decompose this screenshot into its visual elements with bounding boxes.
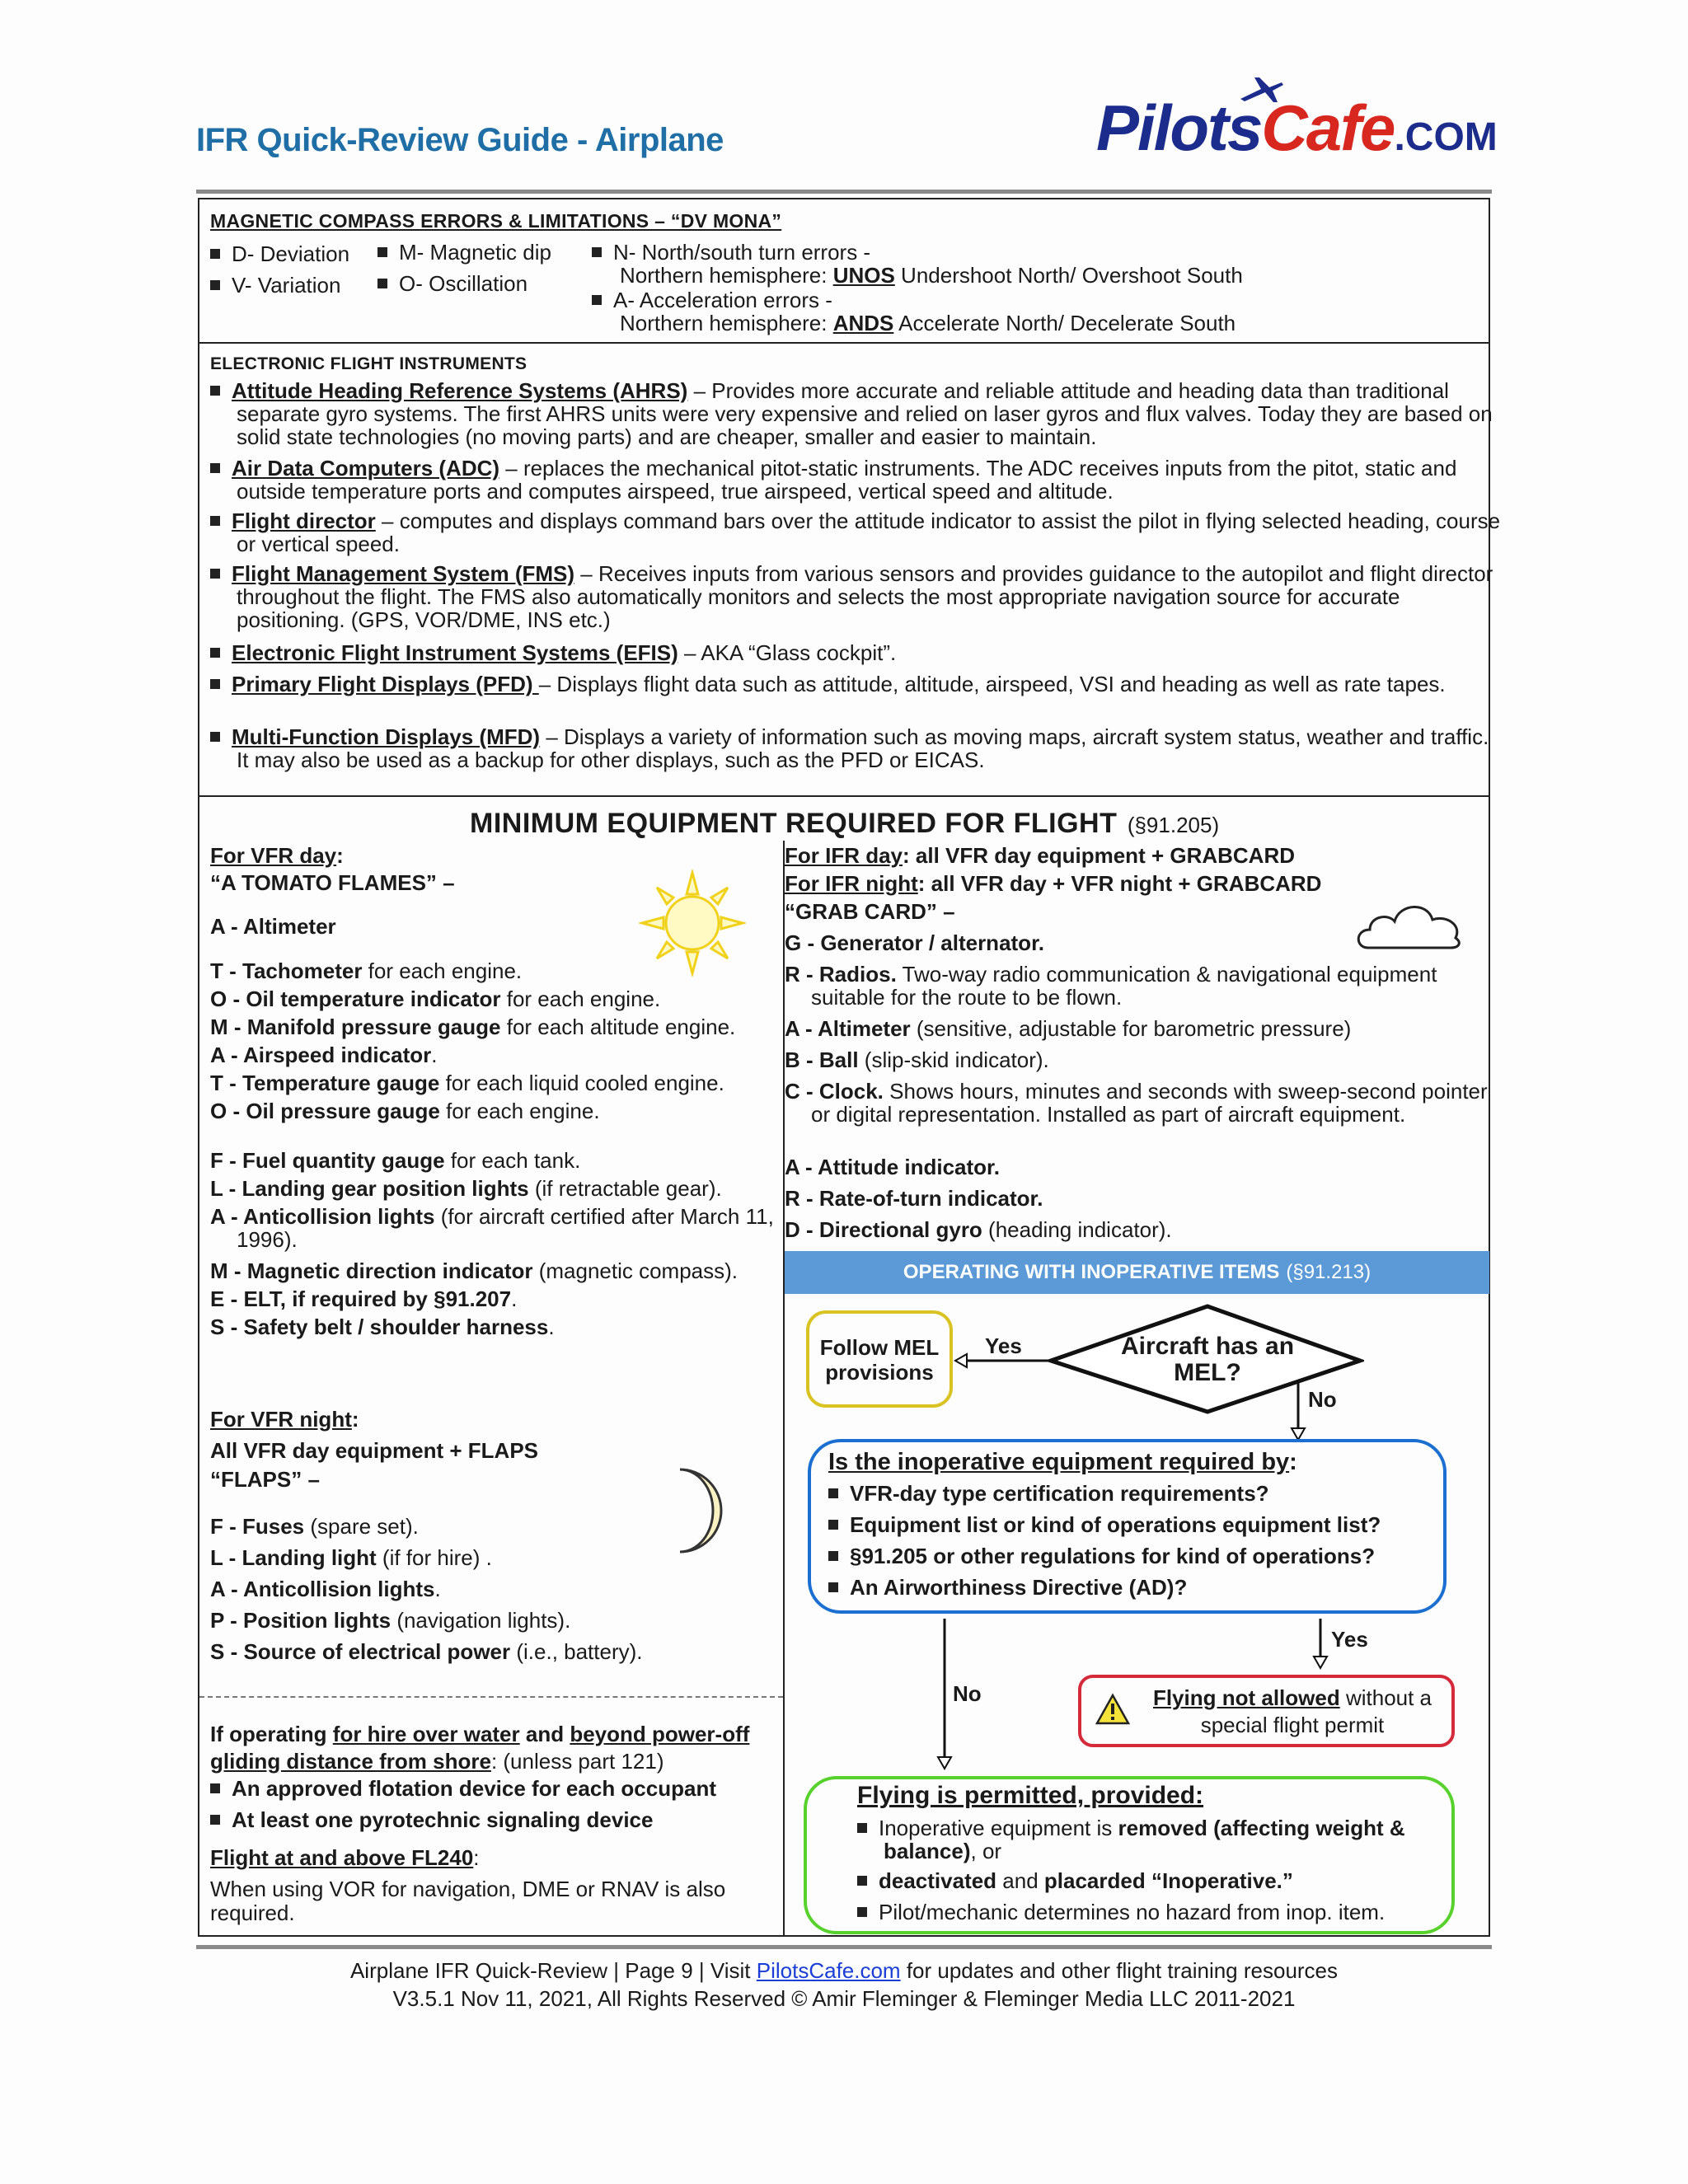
ifr-item-key: D - Directional gyro	[785, 1217, 982, 1242]
ifr-item-key: R - Rate-of-turn indicator.	[785, 1186, 1043, 1211]
sun-icon	[639, 869, 746, 977]
logo-com: .COM	[1394, 115, 1498, 159]
mel-title: MINIMUM EQUIPMENT REQUIRED FOR FLIGHT	[470, 808, 1118, 839]
vfr-day-item-text: for each engine.	[362, 958, 523, 983]
vfr-day-item-key: T - Tachometer	[210, 958, 363, 983]
bullet	[210, 648, 220, 658]
flaps-mnemonic: “FLAPS” –	[210, 1467, 320, 1492]
vfr-day-item	[210, 1043, 797, 1066]
vfr-day-item-text: (for aircraft certified after March 11, 1996).	[237, 1204, 774, 1252]
ifr-item	[785, 1218, 1503, 1241]
ifr-item	[785, 1017, 1503, 1040]
efi-term: Multi-Function Displays (MFD)	[232, 724, 541, 749]
ifr-item-key: A - Attitude indicator.	[785, 1155, 1000, 1179]
compass-a-detail: Northern hemisphere: ANDS Accelerate North/ Decelerate South	[620, 311, 1236, 335]
ifr-item-text: Two-way radio communication & navigational equipment suitable for the route to be flown.	[811, 962, 1437, 1010]
vfr-day-label: For VFR day:	[210, 843, 344, 868]
ifr-item-text: (heading indicator).	[982, 1217, 1172, 1242]
question-item: §91.205 or other regulations for kind of operations?	[828, 1544, 1375, 1568]
vfr-night-item-text: (navigation lights).	[391, 1608, 571, 1633]
vfr-day-item	[210, 1205, 797, 1251]
pilotscafe-logo[interactable]	[1096, 81, 1498, 180]
diamond-text: Aircraft has an MEL?	[1120, 1333, 1295, 1386]
vfr-night-item-text: .	[434, 1577, 441, 1601]
vfr-night-item-key: P - Position lights	[210, 1608, 392, 1633]
vfr-day-item-text: for each engine.	[439, 1099, 600, 1123]
footer-rule	[196, 1945, 1492, 1949]
efi-term: Air Data Computers (ADC)	[232, 456, 500, 480]
efi-item	[210, 641, 1506, 664]
yes-label: Yes	[1331, 1627, 1368, 1652]
vfr-day-item-key: M - Manifold pressure gauge	[210, 1015, 501, 1039]
question-item: Equipment list or kind of operations equipment list?	[828, 1513, 1381, 1537]
ifr-item-text: Shows hours, minutes and seconds with sweep-second pointer or digital representation. Installed as part of aircraft equipment.	[811, 1079, 1488, 1127]
ifr-item-key: C - Clock.	[785, 1079, 884, 1104]
vfr-night-item-key: F - Fuses	[210, 1514, 305, 1539]
vfr-day-item-key: L - Landing gear position lights	[210, 1176, 529, 1201]
ifr-item	[785, 1048, 1503, 1071]
bullet	[210, 569, 220, 579]
vfr-day-item-key: S - Safety belt / shoulder harness	[210, 1315, 549, 1339]
ifr-item-key: G - Generator / alternator.	[785, 930, 1044, 955]
efi-item	[210, 673, 1506, 696]
compass-n: N- North/south turn errors -	[592, 241, 870, 265]
vfr-day-item-text: .	[548, 1315, 555, 1339]
vfr-day-item-text: for each tank.	[444, 1148, 581, 1173]
vfr-day-item-text: for each engine.	[500, 987, 661, 1011]
efi-term: Flight director	[232, 509, 376, 533]
efi-desc: – Provides more accurate and reliable attitude and heading data than traditional separate gyro systems. The first AHRS units were very expensive and relied on laser gyros and flux valves. Today they are based on solid state technologies (no moving parts) and are cheaper, smaller and easier to maintain.	[237, 378, 1493, 449]
vfr-day-item-key: F - Fuel quantity gauge	[210, 1148, 445, 1173]
question-title: Is the inoperative equipment required by:	[828, 1449, 1297, 1475]
hire-item: At least one pyrotechnic signaling device	[210, 1808, 653, 1832]
efi-desc: – Receives inputs from various sensors and provides guidance to the autopilot and flight director throughout the flight. The FMS also automatically monitors and selects the most appropriate navigation source for accurate positioning. (GPS, VOR/DME, INS etc.)	[237, 561, 1493, 632]
mel-heading	[470, 808, 1294, 840]
hire-condition: If operating for hire over water and beyond power-off gliding distance from shore: (unless part 121)	[210, 1722, 750, 1774]
efi-desc: – Displays a variety of information such as moving maps, aircraft system status, weather and traffic. It may also be used as a backup for other displays, such as the PFD or EICAS.	[237, 724, 1489, 772]
hire-item: An approved flotation device for each occupant	[210, 1777, 716, 1801]
vfr-night-item-key: A - Anticollision lights	[210, 1577, 435, 1601]
efi-term: Attitude Heading Reference Systems (AHRS)	[232, 378, 688, 403]
efi-item	[210, 725, 1506, 771]
bullet	[210, 516, 220, 526]
ifr-item	[785, 1155, 1503, 1179]
divider	[198, 795, 1490, 797]
efi-desc: – AKA “Glass cockpit”.	[678, 640, 897, 665]
vfr-day-item	[210, 1177, 797, 1200]
permitted-item: Pilot/mechanic determines no hazard from inop. item.	[857, 1900, 1385, 1924]
vfr-day-item	[210, 1315, 797, 1338]
vfr-night-line: All VFR day equipment + FLAPS	[210, 1438, 538, 1463]
follow-mel-box: Follow MEL provisions	[806, 1310, 953, 1408]
pilotscafe-link[interactable]: PilotsCafe.com	[756, 1958, 901, 1983]
mel-ref: (§91.205)	[1127, 813, 1220, 837]
header-rule	[196, 190, 1492, 194]
vfr-day-item-key: M - Magnetic direction indicator	[210, 1258, 533, 1283]
bullet	[210, 386, 220, 396]
efi-desc: – computes and displays command bars over the attitude indicator to assist the pilot in flying selected heading, course or vertical speed.	[237, 509, 1501, 556]
vfr-day-item	[210, 1071, 797, 1094]
warning-icon	[1095, 1693, 1131, 1726]
vfr-night-item-key: S - Source of electrical power	[210, 1639, 511, 1664]
fl240-text: When using VOR for navigation, DME or RNAV is also required.	[210, 1877, 726, 1925]
vfr-day-item-text: (magnetic compass).	[532, 1258, 738, 1283]
page-title: IFR Quick-Review Guide - Airplane	[196, 122, 724, 158]
vfr-day-item	[210, 1287, 797, 1310]
not-allowed-text: Flying not allowed without a special flight permit	[1152, 1685, 1432, 1737]
vfr-day-item-key: E - ELT, if required by §91.207	[210, 1286, 512, 1311]
efi-term: Electronic Flight Instrument Systems (EFIS)	[232, 640, 678, 665]
vfr-day-item	[210, 1015, 797, 1038]
permitted-title: Flying is permitted, provided:	[857, 1782, 1204, 1809]
no-label: No	[1308, 1387, 1337, 1412]
ifr-night: For IFR night: all VFR day + VFR night + GRABCARD	[785, 871, 1322, 896]
compass-title: MAGNETIC COMPASS ERRORS & LIMITATIONS – “DV MONA”	[210, 210, 782, 232]
vfr-day-item-key: O - Oil pressure gauge	[210, 1099, 440, 1123]
vfr-day-item	[210, 1259, 797, 1282]
permitted-item: Inoperative equipment is removed (affecting weight & balance), or	[857, 1816, 1461, 1863]
inop-bar: OPERATING WITH INOPERATIVE ITEMS (§91.213)	[785, 1251, 1489, 1294]
ifr-item-text: (slip-skid indicator).	[858, 1047, 1049, 1072]
compass-v: V- Variation	[210, 274, 340, 298]
fl240-label: Flight at and above FL240:	[210, 1845, 480, 1870]
vfr-night-item	[210, 1640, 797, 1663]
permitted-item: deactivated and placarded “Inoperative.”	[857, 1869, 1293, 1893]
vfr-night-item-text: (spare set).	[304, 1514, 419, 1539]
vfr-day-item-key: A - Airspeed indicator	[210, 1043, 432, 1067]
question-item: VFR-day type certification requirements?	[828, 1482, 1269, 1506]
bullet	[210, 732, 220, 742]
compass-m: M- Magnetic dip	[377, 241, 551, 265]
vfr-day-item-text: for each liquid cooled engine.	[439, 1071, 724, 1095]
efi-item	[210, 562, 1506, 631]
vfr-night-label: For VFR night:	[210, 1407, 359, 1432]
ifr-item-text: (sensitive, adjustable for barometric pressure)	[910, 1016, 1352, 1041]
ifr-day: For IFR day: all VFR day equipment + GRABCARD	[785, 843, 1296, 868]
ifr-item-key: A - Altimeter	[785, 1016, 911, 1041]
moon-icon	[663, 1465, 729, 1556]
ifr-item-key: R - Radios.	[785, 962, 897, 987]
vfr-night-item	[210, 1577, 797, 1601]
ifr-item	[785, 1187, 1503, 1210]
logo-cafe: Cafe	[1261, 91, 1395, 164]
vfr-day-item-key: A - Anticollision lights	[210, 1204, 435, 1229]
footer-line2: V3.5.1 Nov 11, 2021, All Rights Reserved © Amir Fleminger & Fleminger Media LLC 2011-2021	[392, 1986, 1296, 2011]
tomato-mnemonic: “A TOMATO FLAMES” –	[210, 870, 455, 895]
efi-desc: – Displays flight data such as attitude, altitude, airspeed, VSI and heading as well as rate tapes.	[538, 672, 1446, 696]
compass-n-detail: Northern hemisphere: UNOS Undershoot North/ Overshoot South	[620, 263, 1243, 288]
efi-term: Flight Management System (FMS)	[232, 561, 575, 586]
vfr-day-item-key: O - Oil temperature indicator	[210, 987, 501, 1011]
compass-a: A- Acceleration errors -	[592, 288, 832, 312]
vfr-day-item-text: for each altitude engine.	[500, 1015, 736, 1039]
efi-item	[210, 379, 1506, 448]
vfr-day-item	[210, 1149, 797, 1172]
vfr-day-item	[210, 1099, 797, 1122]
grab-mnemonic: “GRAB CARD” –	[785, 899, 955, 924]
efi-item	[210, 509, 1506, 555]
efi-desc: – replaces the mechanical pitot-static instruments. The ADC receives inputs from the pitot, static and outside temperature ports and computes airspeed, true airspeed, vertical speed and altitude.	[237, 456, 1457, 504]
yes-label: Yes	[985, 1333, 1022, 1358]
vfr-day-item-text: (if retractable gear).	[528, 1176, 722, 1201]
ifr-item-key: B - Ball	[785, 1047, 859, 1072]
vfr-day-item-text: .	[431, 1043, 438, 1067]
vfr-day-item-text: .	[511, 1286, 518, 1311]
footer-line1: Airplane IFR Quick-Review | Page 9 | Visit PilotsCafe.com for updates and other flight training resources	[349, 1958, 1339, 1983]
vfr-night-item-text: (i.e., battery).	[510, 1639, 643, 1664]
logo-pilots: Pilots	[1096, 91, 1262, 164]
vfr-day-item	[210, 987, 797, 1010]
vfr-night-item-text: (if for hire) .	[376, 1545, 492, 1570]
no-label: No	[953, 1681, 982, 1706]
compass-d: D- Deviation	[210, 242, 349, 266]
vfr-night-item	[210, 1609, 797, 1632]
vfr-night-item-key: L - Landing light	[210, 1545, 377, 1570]
divider	[198, 342, 1490, 344]
ifr-item	[785, 1080, 1503, 1126]
efi-item	[210, 457, 1506, 503]
bullet	[210, 463, 220, 473]
compass-o: O- Oscillation	[377, 272, 528, 296]
cloud-icon	[1352, 897, 1467, 956]
dashed-divider	[199, 1696, 783, 1698]
efi-term: Primary Flight Displays (PFD)	[232, 672, 539, 696]
question-item: An Airworthiness Directive (AD)?	[828, 1576, 1187, 1600]
vfr-day-item-key: A - Altimeter	[210, 914, 336, 939]
vfr-day-item-key: T - Temperature gauge	[210, 1071, 440, 1095]
ifr-item	[785, 963, 1503, 1009]
efi-title: ELECTRONIC FLIGHT INSTRUMENTS	[210, 354, 528, 373]
bullet	[210, 679, 220, 689]
